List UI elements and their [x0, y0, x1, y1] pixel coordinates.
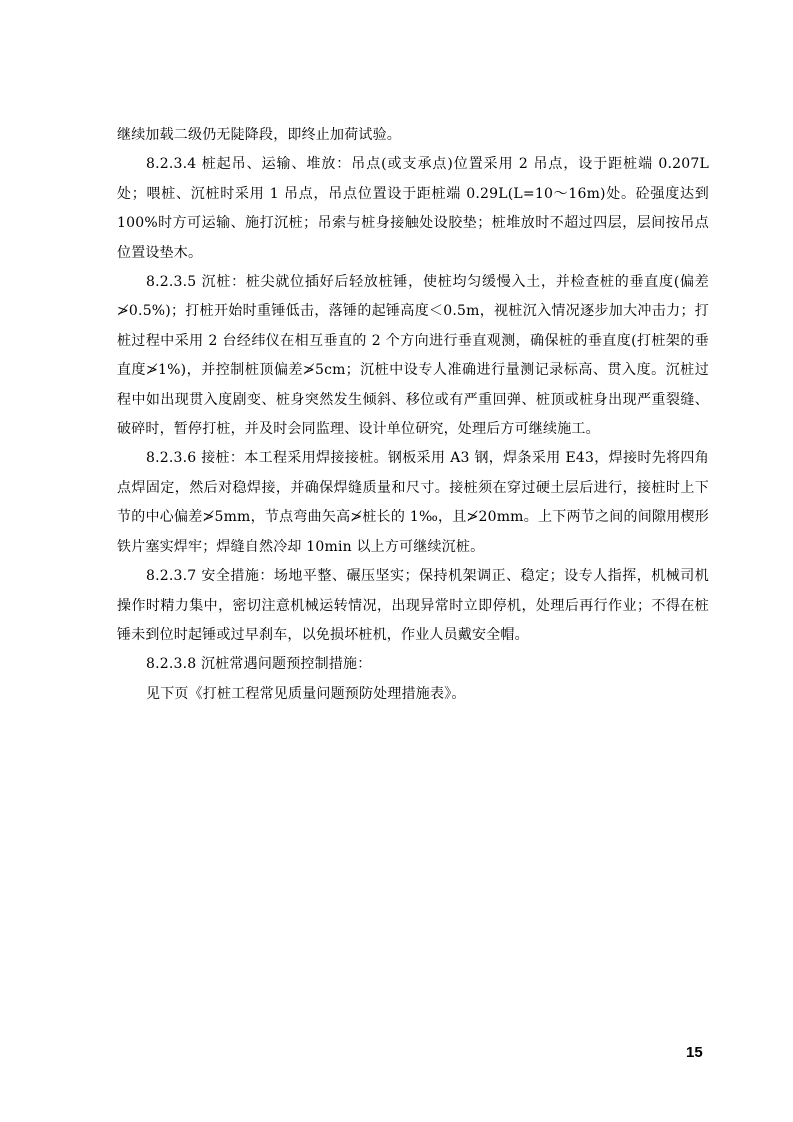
paragraph-load-test-end: 继续加载二级仍无陡降段，即终止加荷试验。: [117, 127, 401, 143]
page-number: 15: [686, 1044, 703, 1061]
paragraph-pile-lifting: 8.2.3.4 桩起吊、运输、堆放：吊点(或支承点)位置采用 2 吊点，设于距桩端 0.207L 处；喂桩、沉桩时采用 1 吊点，吊点位置设于距桩端 0.29L(L=10～16m)处。砼强度达到 100%时方可运输、施打沉桩；吊索与桩身接触处设胶垫；桩堆放时不超过四层，层间按吊点位置设垫木。: [117, 156, 709, 261]
paragraph-pile-sinking: 8.2.3.5 沉桩：桩尖就位插好后轻放桩锤，使桩均匀缓慢入土，并检查桩的垂直度(偏差≯0.5%)；打桩开始时重锤低击，落锤的起锤高度＜0.5m，视桩沉入情况逐步加大冲击力；打桩过程中采用 2 台经纬仪在相互垂直的 2 个方向进行垂直观测，确保桩的垂直度(打桩架的垂直度≯1%)，并控制桩顶偏差≯5cm；沉桩中设专人准确进行量测记录标高、贯入度。沉桩过程中如出现贯入度剧变、桩身突然发生倾斜、移位或有严重回弹、桩顶或桩身出现严重裂缝、破碎时，暂停打桩，并及时会同监理、设计单位研究，处理后方可继续施工。: [117, 274, 709, 438]
paragraph-problem-control: 8.2.3.8 沉桩常遇问题预控制措施：: [146, 656, 372, 673]
paragraph-safety-measures: 8.2.3.7 安全措施：场地平整、碾压坚实；保持机架调正、稳定；设专人指挥，机械司机操作时精力集中，密切注意机械运转情况，出现异常时立即停机，处理后再行作业；不得在桩锤未到位时起锤或过早刹车，以免损坏桩机，作业人员戴安全帽。: [117, 568, 709, 643]
paragraph-see-next-page: 见下页《打桩工程常见质量问题预防处理措施表》。: [146, 685, 466, 702]
body-text: [117, 121, 709, 709]
paragraph-pile-splicing: 8.2.3.6 接桩：本工程采用焊接接桩。钢板采用 A3 钢，焊条采用 E43，焊接时先将四角点焊固定，然后对稳焊接，并确保焊缝质量和尺寸。接桩须在穿过硬土层后进行，接桩时上下节的中心偏差≯5mm，节点弯曲矢高≯桩长的 1‰，且≯20mm。上下两节之间的间隙用楔形铁片塞实焊牢；焊缝自然冷却 10min 以上方可继续沉桩。: [117, 450, 709, 555]
